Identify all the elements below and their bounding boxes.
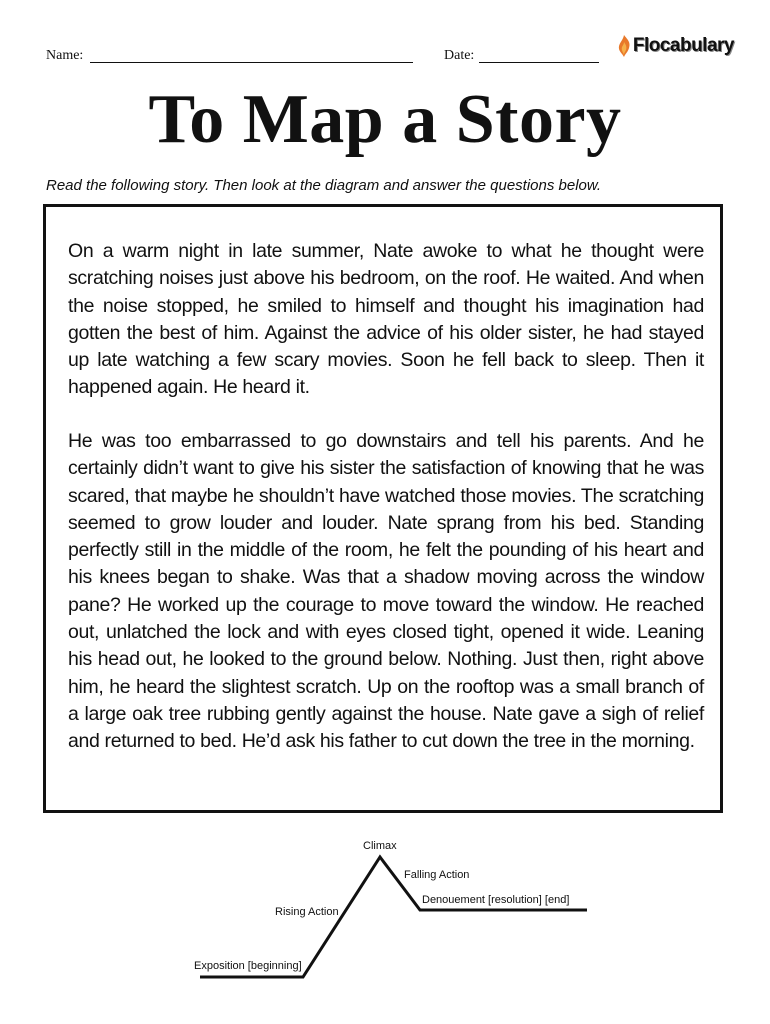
story-box [43, 204, 723, 813]
worksheet-header [46, 35, 736, 72]
plot-line [200, 857, 587, 977]
date-field[interactable] [479, 62, 599, 63]
story-paragraph-1: On a warm night in late summer, Nate awoke to what he thought were scratching noises just above his bedroom, on the roof. He waited. And when the noise stopped, he smiled to himself and thought his imagination had gotten the best of him. Against the advice of his older sister, he had stayed up late watching a few scary movies. Soon he fell back to sleep. Then it happened again. He heard it. [68, 240, 704, 399]
flocabulary-logo [616, 34, 734, 58]
rising-action-label: Rising Action [275, 906, 339, 918]
plot-line-graphic [0, 830, 770, 1024]
logo-text: Flocabulary [632, 35, 734, 56]
denouement-label: Denouement [resolution] [end] [422, 894, 570, 906]
exposition-label: Exposition [beginning] [194, 960, 302, 972]
name-field[interactable] [90, 62, 413, 63]
name-label: Name: [46, 48, 84, 63]
climax-label: Climax [363, 840, 397, 852]
page-title: To Map a Story [148, 81, 622, 158]
story-paragraph-2: He was too embarrassed to go downstairs and tell his parents. And he certainly didn’t want to give his sister the satisfaction of knowing that he was scared, that maybe he shouldn’t have watched those movies. The scratching seemed to grow louder and louder. Nate sprang from his bed. Standing perfectly still in the middle of the room, he felt the pounding of his heart and his knees began to shake. Was that a shadow moving across the window pane? He worked up the courage to move toward the window. He reached out, unlatched the lock and with eyes closed tight, opened it wide. Leaning his head out, he looked to the ground below. Nothing. Just then, right above him, he heard the slightest scratch. Up on the rooftop was a small branch of a large oak tree rubbing gently against the house. Nate gave a sigh of relief and returned to bed. He’d ask his father to cut down the tree in the morning. [68, 430, 704, 753]
instructions: Read the following story. Then look at the diagram and answer the questions below. [46, 177, 602, 194]
flame-icon [616, 34, 632, 58]
story-map-diagram [0, 830, 770, 1024]
date-label: Date: [444, 48, 475, 63]
falling-action-label: Falling Action [404, 869, 470, 881]
